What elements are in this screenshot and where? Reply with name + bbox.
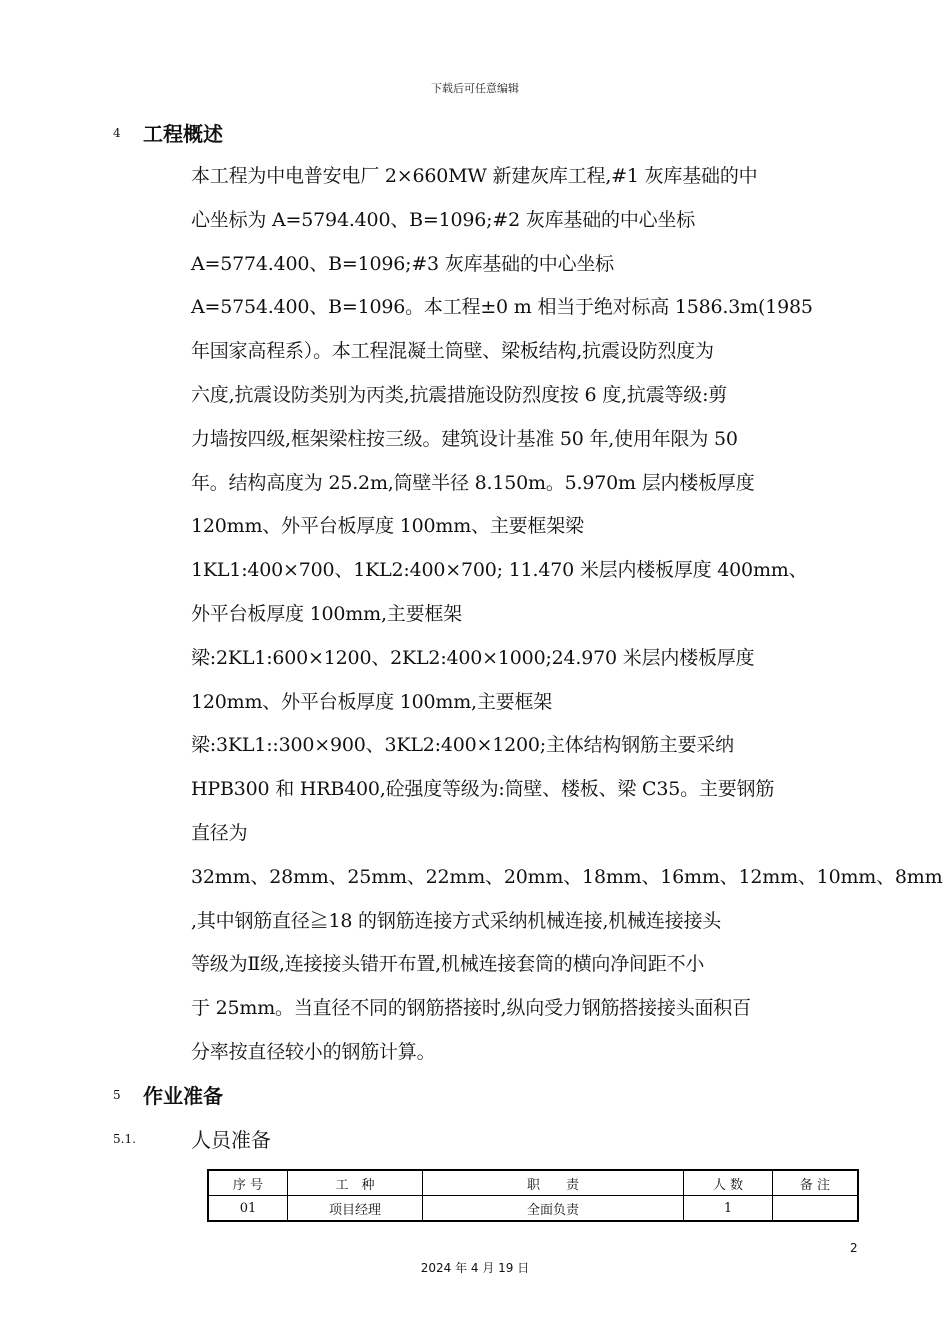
paragraph-line: 32mm、28mm、25mm、22mm、20mm、18mm、16mm、12mm、10mm、8mm [191, 865, 943, 888]
paragraph-line: 本工程为中电普安电厂 2×660MW 新建灰库工程,#1 灰库基础的中 [191, 165, 758, 187]
subsection-number: 5.1. [113, 1131, 136, 1146]
paragraph-line: HPB300 和 HRB400,砼强度等级为:筒壁、楼板、梁 C35。主要钢筋 [191, 778, 775, 801]
paragraph-line: A=5774.400、B=1096;#3 灰库基础的中心坐标 [191, 252, 614, 275]
header-cell-remark: 备 注 [773, 1170, 859, 1196]
paragraph-line: ,其中钢筋直径≧18 的钢筋连接方式采纳机械连接,机械连接接头 [191, 909, 722, 932]
table-cell: 01 [208, 1196, 288, 1222]
section-title: 作业准备 [143, 1084, 223, 1108]
paragraph-line: 分率按直径较小的钢筋计算。 [191, 1040, 436, 1063]
paragraph-line: 梁:2KL1:600×1200、2KL2:400×1000;24.970 米层内楼板厚度 [191, 646, 755, 669]
header-cell-trade: 工 种 [288, 1170, 423, 1196]
subsection-5-1-heading [113, 1124, 271, 1153]
paragraph-line: A=5754.400、B=1096。本工程±0 m 相当于绝对标高 1586.3m(1985 [191, 296, 813, 319]
paragraph-line: 六度,抗震设防类别为丙类,抗震措施设防烈度按 6 度,抗震等级:剪 [191, 383, 728, 406]
subsection-title: 人员准备 [191, 1128, 271, 1152]
staffing-table [207, 1169, 859, 1222]
paragraph-line: 1KL1:400×700、1KL2:400×700; 11.470 米层内楼板厚度 400mm、 [191, 559, 808, 582]
table-cell: 全面负责 [423, 1196, 684, 1222]
page-number: 2 [850, 1241, 858, 1255]
header-cell-count: 人 数 [684, 1170, 773, 1196]
paragraph-line: 年国家高程系）。本工程混凝土筒壁、梁板结构,抗震设防烈度为 [191, 340, 714, 363]
paragraph-line: 等级为Ⅱ级,连接接头错开布置,机械连接套筒的横向净间距不小 [191, 953, 705, 976]
paragraph-line: 梁:3KL1::300×900、3KL2:400×1200;主体结构钢筋主要采纳 [191, 734, 734, 757]
table-cell [773, 1196, 859, 1222]
paragraph-line: 直径为 [191, 821, 248, 844]
section-5-heading [113, 1080, 223, 1109]
paragraph-line: 于 25mm。当直径不同的钢筋搭接时,纵向受力钢筋搭接接头面积百 [191, 997, 751, 1020]
paragraph-line: 120mm、外平台板厚度 100mm、主要框架梁 [191, 515, 584, 538]
paragraph-line: 120mm、外平台板厚度 100mm,主要框架 [191, 690, 553, 713]
section-number: 5 [113, 1087, 121, 1102]
header-cell-seq: 序 号 [208, 1170, 288, 1196]
section-4-heading [113, 118, 223, 147]
page-footer-date: 2024 年 4 月 19 日 [420, 1261, 530, 1275]
paragraph-line: 年。结构高度为 25.2m,筒壁半径 8.150m。5.970m 层内楼板厚度 [191, 471, 755, 494]
page-header: 下载后可任意编辑 [431, 82, 519, 95]
table-cell: 项目经理 [288, 1196, 423, 1222]
table-row [208, 1196, 858, 1222]
table-cell: 1 [684, 1196, 773, 1222]
section-title: 工程概述 [143, 122, 223, 146]
header-cell-duty: 职 责 [423, 1170, 684, 1196]
table-header-row [208, 1170, 858, 1196]
paragraph-line: 外平台板厚度 100mm,主要框架 [191, 602, 462, 625]
section-number: 4 [113, 125, 121, 140]
project-overview-paragraph [191, 155, 943, 1075]
paragraph-line: 心坐标为 A=5794.400、B=1096;#2 灰库基础的中心坐标 [191, 208, 696, 231]
paragraph-line: 力墙按四级,框架梁柱按三级。建筑设计基准 50 年,使用年限为 50 [191, 427, 738, 450]
